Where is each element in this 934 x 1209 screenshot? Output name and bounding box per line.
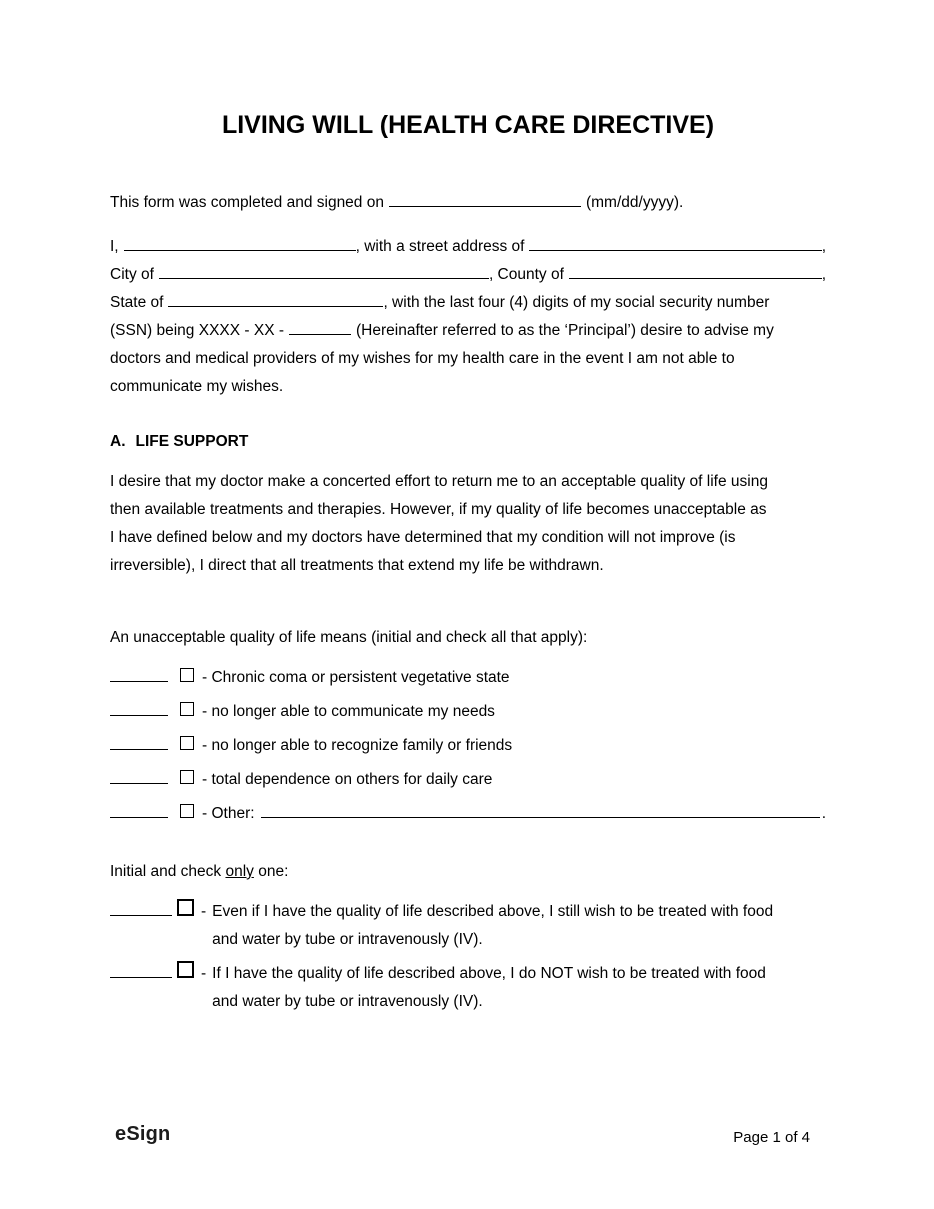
- exclusive-checkbox-2[interactable]: [177, 961, 194, 978]
- exclusive-option-2-line1: If I have the quality of life described above, I do NOT wish to be treated with food: [212, 965, 766, 982]
- quality-of-life-prompt: An unacceptable quality of life means (initial and check all that apply):: [110, 629, 588, 646]
- checkbox-4[interactable]: [180, 770, 194, 784]
- ssn-intro-label: , with the last four (4) digits of my social security number: [383, 294, 770, 311]
- exclusive-initials-blank-1[interactable]: [110, 915, 172, 916]
- quality-option-row-2: [110, 698, 826, 726]
- quality-option-label-other: - Other:: [202, 805, 255, 822]
- quality-option-row-4: [110, 766, 826, 794]
- ssn-line: [110, 317, 826, 345]
- quality-option-row-other: [110, 800, 826, 828]
- page-content: [110, 0, 826, 1022]
- exclusive-initials-blank-2[interactable]: [110, 977, 172, 978]
- initials-blank-other[interactable]: [110, 817, 168, 818]
- quality-option-label-3: - no longer able to recognize family or friends: [202, 737, 513, 754]
- line2-comma: ,: [821, 266, 826, 283]
- hereinafter-label: (Hereinafter referred to as the ‘Principal’) desire to advise my: [356, 322, 774, 339]
- quality-option-row-1: [110, 664, 826, 692]
- exclusive-option-text-2: [212, 960, 826, 1016]
- exclusive-option-row-2: [110, 960, 826, 1016]
- page-number: Page 1 of 4: [733, 1129, 810, 1146]
- ssn-last-four-blank[interactable]: [289, 334, 351, 335]
- city-label: City of: [110, 266, 154, 283]
- quality-of-life-list: [110, 664, 826, 828]
- exclusive-choice-list: [110, 898, 826, 1016]
- date-format-label: (mm/dd/yyyy).: [585, 194, 684, 211]
- section-a-heading: [110, 428, 826, 456]
- checkbox-1[interactable]: [180, 668, 194, 682]
- section-a-paragraph-line: I desire that my doctor make a concerted effort to return me to an acceptable quality of life using: [110, 473, 768, 490]
- principal-paragraph-line6: communicate my wishes.: [110, 378, 284, 395]
- quality-option-row-3: [110, 732, 826, 760]
- exclusive-prompt-only: only: [225, 863, 254, 880]
- exclusive-choice-prompt: [110, 858, 826, 886]
- principal-paragraph: [110, 233, 826, 401]
- checkbox-3[interactable]: [180, 736, 194, 750]
- quality-option-label-2: - no longer able to communicate my needs: [202, 703, 495, 720]
- initials-blank-1[interactable]: [110, 681, 168, 682]
- principal-name-label: I,: [110, 238, 119, 255]
- initials-blank-3[interactable]: [110, 749, 168, 750]
- exclusive-option-2-line2: and water by tube or intravenously (IV).: [212, 993, 483, 1010]
- state-blank[interactable]: [168, 306, 383, 307]
- line1-comma: ,: [821, 238, 826, 255]
- initials-blank-4[interactable]: [110, 783, 168, 784]
- section-a-title: LIFE SUPPORT: [135, 433, 249, 450]
- page-title: LIVING WILL (HEALTH CARE DIRECTIVE): [221, 111, 715, 139]
- checkbox-2[interactable]: [180, 702, 194, 716]
- exclusive-option-dash-2: -: [201, 965, 207, 982]
- date-blank[interactable]: [389, 206, 581, 207]
- section-a-number: A.: [110, 433, 126, 450]
- exclusive-option-dash-1: -: [201, 903, 207, 920]
- city-county-line: [110, 261, 826, 289]
- initials-blank-2[interactable]: [110, 715, 168, 716]
- state-line: [110, 289, 826, 317]
- exclusive-prompt-post: one:: [253, 863, 289, 880]
- street-address-blank[interactable]: [529, 250, 821, 251]
- principal-name-line: [110, 233, 826, 261]
- section-a-paragraph-line: then available treatments and therapies. However, if my quality of life becomes unacceptable as: [110, 501, 767, 518]
- city-blank[interactable]: [159, 278, 489, 279]
- exclusive-option-1-line2: and water by tube or intravenously (IV).: [212, 931, 483, 948]
- state-label: State of: [110, 294, 164, 311]
- county-label: , County of: [488, 266, 564, 283]
- county-blank[interactable]: [569, 278, 822, 279]
- exclusive-prompt-pre: Initial and check: [110, 863, 226, 880]
- section-a-paragraph-line: irreversible), I direct that all treatments that extend my life be withdrawn.: [110, 557, 604, 574]
- signed-on-label: This form was completed and signed on: [110, 194, 384, 211]
- section-a-paragraph: [110, 468, 826, 580]
- exclusive-option-row-1: [110, 898, 826, 954]
- checkbox-other[interactable]: [180, 804, 194, 818]
- esign-logo: eSign: [115, 1123, 171, 1145]
- principal-paragraph-line5: doctors and medical providers of my wishes for my health care in the event I am not able to: [110, 350, 735, 367]
- ssn-label: (SSN) being XXXX - XX -: [110, 322, 285, 339]
- principal-name-blank[interactable]: [124, 250, 356, 251]
- signed-on-line: [110, 189, 826, 217]
- exclusive-checkbox-1[interactable]: [177, 899, 194, 916]
- quality-option-label-4: - total dependence on others for daily care: [202, 771, 493, 788]
- section-a-paragraph-line: I have defined below and my doctors have determined that my condition will not improve (is: [110, 529, 736, 546]
- other-write-in-blank[interactable]: [261, 817, 820, 818]
- street-address-label: , with a street address of: [355, 238, 525, 255]
- exclusive-option-1-line1: Even if I have the quality of life described above, I still wish to be treated with food: [212, 903, 774, 920]
- exclusive-option-text-1: [212, 898, 826, 954]
- other-trailing-period: .: [821, 805, 826, 822]
- quality-option-label-1: - Chronic coma or persistent vegetative state: [202, 669, 510, 686]
